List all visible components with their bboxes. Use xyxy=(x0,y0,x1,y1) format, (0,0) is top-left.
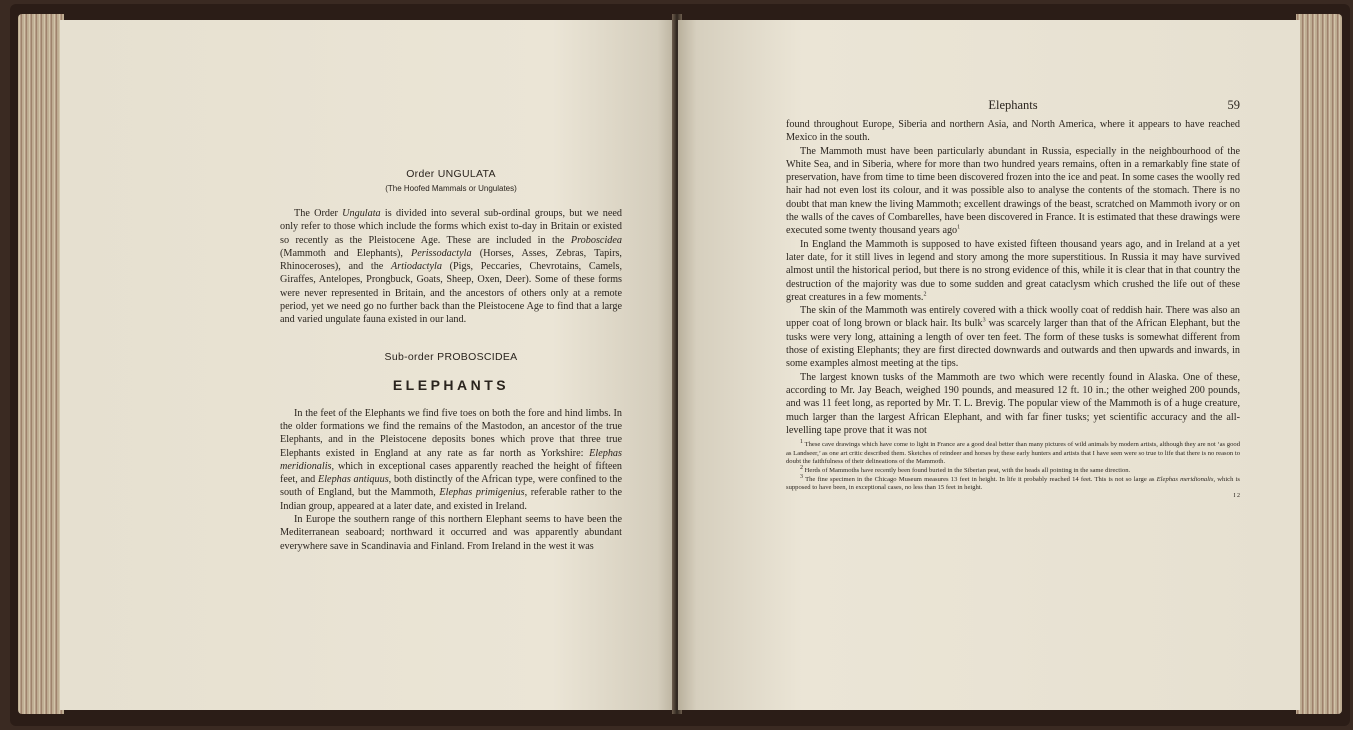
mammoth-skin-text-b: was scarcely larger than that of the African Elephant, but the tusks were very long, attaining a length of over ten feet. The form of these tusks is somewhat different from those of existing Elephants; they are first directed downwards and outwards and then upwards and inwards, in some examples almost meeting at the tips. xyxy=(786,318,1241,370)
text-run: , referable rather to the Indian group, appeared at a later date, and existed in Ireland. xyxy=(280,487,623,512)
footnote-3-text-a: The fine specimen in the Chicago Museum measures 13 feet in height. In life it probably reached 14 feet. This is not so large as xyxy=(803,475,1157,483)
order-heading: Order UNGULATA xyxy=(406,168,496,180)
footnote-3-italic: Elephas meridionalis xyxy=(1156,475,1214,483)
mammoth-abundance-paragraph xyxy=(786,145,1240,238)
mammoth-skin-paragraph xyxy=(786,304,1240,370)
footnote-1-number: 1 xyxy=(800,438,803,445)
footnote-1 xyxy=(786,438,1240,467)
mammoth-abundance-text: The Mammoth must have been particularly abundant in Russia, especially in the neighbourhood of the White Sea, and in Siberia, where for more than two hundred years remains, often in a remarkably fine state of preservation, have from time to time been discovered frozen into the ice and peat. In some cases the woolly red hair had not even lost its colour, and it was possible also to analyse the contents of the stomach. There is no doubt that man knew the living Mammoth; excellent drawings of the beast, scratched on Mammoth ivory or on the walls of the caves of Combarelles, have been discovered in France. It is estimated that these drawings were executed some twenty thousand years ago xyxy=(786,145,1240,237)
running-head xyxy=(786,98,1240,118)
range-continued-paragraph: found throughout Europe, Siberia and northern Asia, and North America, where it appears to have reached Mexico in the south. xyxy=(786,119,1240,144)
italic-run: Artiodactyla xyxy=(391,261,442,273)
suborder-heading: Sub-order PROBOSCIDEA xyxy=(384,350,518,363)
elephants-heading: ELEPHANTS xyxy=(392,376,510,393)
footnote-3-number: 3 xyxy=(800,473,803,480)
mammoth-tusks-paragraph: The largest known tusks of the Mammoth are two which were recently found in Alaska. One of these, according to Mr. Jay Beach, weighed 190 pounds, and measured 12 ft. 10 in.; the other weighed 200 pounds, and was 11 feet long, as reported by Mr. T. L. Brevig. The popular view of the Mammoth is of a huge creature, much larger than the largest African Elephant, and with far finer tusks; yet scientific accuracy and the all-levelling tape prove that it was not xyxy=(786,371,1240,436)
text-run: (Horses, Asses, Zebras, Tapirs, Rhinoceroses), and the xyxy=(280,247,622,273)
left-page xyxy=(60,20,676,710)
order-subheading: (The Hoofed Mammals or Ungulates) xyxy=(385,184,517,193)
text-run: The Order xyxy=(294,208,343,219)
right-page xyxy=(678,20,1300,710)
footnote-ref-3: 3 xyxy=(982,318,986,325)
footnote-3 xyxy=(786,473,1240,493)
italic-run: Ungulata xyxy=(342,208,381,219)
text-run: In the feet of the Elephants we find five toes on both the fore and hind limbs. In the older formations we find the remains of the Mastodon, an ancestor of the true Elephants, and in the Pleistocene deposits bones which prove that three true Elephants existed in England at any rate as far north as Yorkshire: xyxy=(280,407,622,459)
italic-run: Perissodactyla xyxy=(411,247,472,259)
italic-run: Elephas meridionalis xyxy=(280,447,622,472)
signature-mark: I 2 xyxy=(1233,492,1240,499)
mammoth-england-text: In England the Mammoth is supposed to have existed fifteen thousand years ago, and in Ireland at a yet later date, for it still lives in legend and story among the more superstitious. In Russia it may have survived almost until the historical period, but there is no strong evidence of this, while it is clear that in that country the destruction of the majority was due to some sudden and great cataclysm which crushed the life out of these great creatures in a few moments. xyxy=(786,238,1240,303)
footnote-3-text-b: , which is supposed to have been, in exceptional cases, no less than 15 feet in height. xyxy=(786,475,1240,492)
footnote-ref-1: 1 xyxy=(957,224,961,231)
footnote-ref-2: 2 xyxy=(923,291,927,298)
running-head-title: Elephants xyxy=(988,98,1038,112)
italic-run: Elephas antiquus xyxy=(318,474,389,486)
text-run: (Pigs, Peccaries, Chevrotains, Camels, Giraffes, Antelopes, Prongbuck, Goats, Sheep, Oxen, Deer). Some of these forms were never represented in Britain, and the ancestors of others only at a remote period, yet we need go no further back than the Pleistocene Age to find that a large and varied ungulate fauna existed in our land. xyxy=(280,261,623,326)
text-run: is divided into several sub-ordinal groups, but we need only refer to those which include the forms which exist to-day in Britain or existed so recently as the Pleistocene Age. These are included in the xyxy=(280,208,622,246)
footnote-2-number: 2 xyxy=(800,464,803,471)
range-paragraph: In Europe the southern range of this northern Elephant seems to have been the Mediterranean seaboard; northward it occurred and was apparently abundant everywhere save in Scandinavia and Finland. From Ireland in the west it was xyxy=(280,514,622,552)
mammoth-skin-text-a: The skin of the Mammoth was entirely covered with a thick woolly coat of reddish hair. There was also an upper coat of long brown or black hair. Its bulk xyxy=(786,305,1240,330)
text-run: , which in exceptional cases apparently reached the height of fifteen feet, and xyxy=(280,460,622,486)
text-run: (Mammoth and Elephants), xyxy=(280,247,412,259)
ungulata-paragraph xyxy=(280,207,622,327)
text-run: , both distinctly of the African type, were confined to the south of England, but the Mammoth, xyxy=(280,474,622,499)
footnote-2 xyxy=(786,464,1240,476)
elephants-paragraph xyxy=(280,407,622,513)
page-edges-right xyxy=(1296,14,1342,714)
mammoth-england-paragraph xyxy=(786,238,1240,304)
italic-run: Elephas primigenius xyxy=(439,487,525,499)
footnotes xyxy=(786,438,1240,493)
footnote-2-text: Herds of Mammoths have recently been found buried in the Siberian peat, with the heads all pointing in the same direction. xyxy=(803,466,1131,474)
page-edges-left xyxy=(18,14,64,714)
page-number: 59 xyxy=(1227,98,1240,112)
footnote-1-text: These cave drawings which have come to light in France are a good deal better than many pictures of wild animals by modern artists, although they are not ‘as good as Landseer,’ as one art critic described them. Sketches of reindeer and horses by these early hunters and artists that I have seen were so true to life that there is no reason to doubt the faithfulness of their delineations of the Mammoth. xyxy=(786,441,1240,466)
italic-run: Proboscidea xyxy=(570,234,622,246)
